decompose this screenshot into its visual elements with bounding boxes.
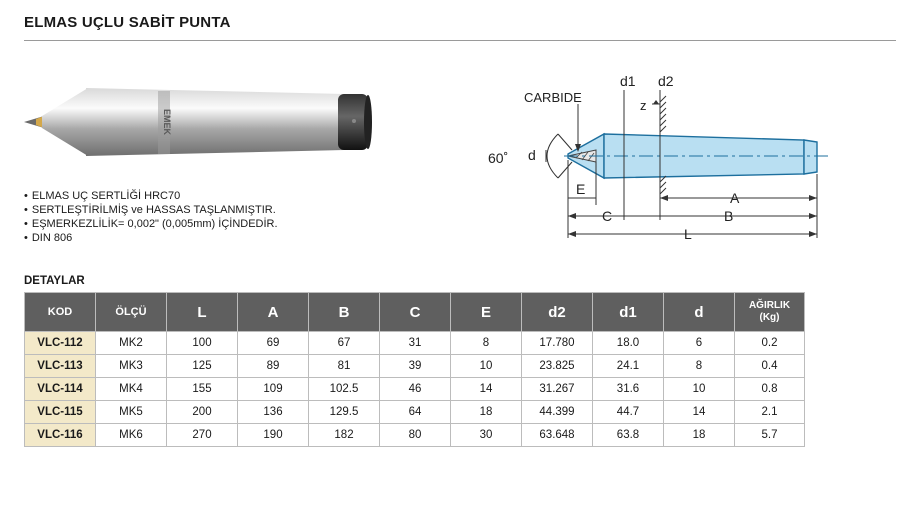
cell-d2: 31.267 bbox=[522, 378, 593, 401]
spec-table bbox=[24, 292, 805, 447]
product-engraving: EMEK bbox=[162, 108, 172, 136]
col-header-d1: d1 bbox=[593, 293, 664, 332]
cell-agirlik: 0.4 bbox=[735, 355, 805, 378]
cell-olcu: MK6 bbox=[96, 424, 167, 447]
table-row bbox=[25, 355, 805, 378]
cell-c: 64 bbox=[380, 401, 451, 424]
col-header-agirlik-label: AĞIRLIK bbox=[748, 300, 791, 311]
cell-kod: VLC-115 bbox=[25, 401, 96, 424]
page-title: ELMAS UÇLU SABİT PUNTA bbox=[24, 14, 231, 31]
cell-e: 10 bbox=[451, 355, 522, 378]
cell-d2: 44.399 bbox=[522, 401, 593, 424]
cell-e: 18 bbox=[451, 401, 522, 424]
label-angle: 60˚ bbox=[488, 150, 509, 166]
table-row bbox=[25, 424, 805, 447]
cell-kod: VLC-116 bbox=[25, 424, 96, 447]
cell-c: 31 bbox=[380, 332, 451, 355]
col-header-a: A bbox=[238, 293, 309, 332]
table-header-row bbox=[25, 293, 805, 332]
cell-agirlik: 0.8 bbox=[735, 378, 805, 401]
cell-l: 100 bbox=[167, 332, 238, 355]
label-e: E bbox=[576, 181, 586, 197]
cell-a: 109 bbox=[238, 378, 309, 401]
cell-a: 89 bbox=[238, 355, 309, 378]
cell-d1: 18.0 bbox=[593, 332, 664, 355]
cell-d1: 44.7 bbox=[593, 401, 664, 424]
table-row bbox=[25, 378, 805, 401]
cell-c: 39 bbox=[380, 355, 451, 378]
col-header-e: E bbox=[451, 293, 522, 332]
cell-kod: VLC-112 bbox=[25, 332, 96, 355]
label-c: C bbox=[602, 208, 613, 224]
col-header-agirlik bbox=[735, 293, 805, 332]
col-header-l: L bbox=[167, 293, 238, 332]
cell-olcu: MK3 bbox=[96, 355, 167, 378]
title-divider bbox=[24, 40, 896, 41]
cell-e: 8 bbox=[451, 332, 522, 355]
cell-kod: VLC-113 bbox=[25, 355, 96, 378]
cell-d1: 63.8 bbox=[593, 424, 664, 447]
feature-item: • DIN 806 bbox=[24, 231, 278, 245]
cell-c: 80 bbox=[380, 424, 451, 447]
cell-c: 46 bbox=[380, 378, 451, 401]
cell-b: 102.5 bbox=[309, 378, 380, 401]
cell-e: 14 bbox=[451, 378, 522, 401]
cell-b: 182 bbox=[309, 424, 380, 447]
col-header-c: C bbox=[380, 293, 451, 332]
cell-d: 8 bbox=[664, 355, 735, 378]
cell-agirlik: 2.1 bbox=[735, 401, 805, 424]
label-z: z bbox=[640, 98, 647, 113]
cell-e: 30 bbox=[451, 424, 522, 447]
cell-agirlik: 0.2 bbox=[735, 332, 805, 355]
technical-drawing bbox=[484, 70, 844, 250]
feature-item: • ELMAS UÇ SERTLİĞİ HRC70 bbox=[24, 189, 278, 203]
col-header-b: B bbox=[309, 293, 380, 332]
col-header-d2: d2 bbox=[522, 293, 593, 332]
cell-d: 6 bbox=[664, 332, 735, 355]
cell-d1: 31.6 bbox=[593, 378, 664, 401]
feature-item: • SERTLEŞTİRİLMİŞ ve HASSAS TAŞLANMIŞTIR. bbox=[24, 203, 278, 217]
cell-olcu: MK4 bbox=[96, 378, 167, 401]
cell-d2: 63.648 bbox=[522, 424, 593, 447]
col-header-agirlik-unit: (Kg) bbox=[759, 312, 780, 323]
label-b: B bbox=[724, 208, 734, 224]
label-d: d bbox=[528, 147, 536, 163]
feature-list bbox=[24, 189, 278, 245]
cell-b: 129.5 bbox=[309, 401, 380, 424]
label-d2: d2 bbox=[658, 73, 674, 89]
cell-l: 200 bbox=[167, 401, 238, 424]
cell-l: 155 bbox=[167, 378, 238, 401]
cell-olcu: MK5 bbox=[96, 401, 167, 424]
cell-l: 125 bbox=[167, 355, 238, 378]
cell-d2: 23.825 bbox=[522, 355, 593, 378]
cell-a: 136 bbox=[238, 401, 309, 424]
cell-d: 18 bbox=[664, 424, 735, 447]
col-header-kod: KOD bbox=[25, 293, 96, 332]
cell-olcu: MK2 bbox=[96, 332, 167, 355]
cell-a: 190 bbox=[238, 424, 309, 447]
label-l: L bbox=[684, 226, 692, 242]
label-carbide: CARBIDE bbox=[524, 90, 582, 105]
cell-d2: 17.780 bbox=[522, 332, 593, 355]
cell-d: 10 bbox=[664, 378, 735, 401]
col-header-olcu: ÖLÇÜ bbox=[96, 293, 167, 332]
cell-l: 270 bbox=[167, 424, 238, 447]
cell-b: 81 bbox=[309, 355, 380, 378]
cell-a: 69 bbox=[238, 332, 309, 355]
feature-item: • EŞMERKEZLİLİK= 0,002" (0,005mm) İÇİNDEDİR. bbox=[24, 217, 278, 231]
table-row bbox=[25, 332, 805, 355]
label-a: A bbox=[730, 190, 740, 206]
details-title: DETAYLAR bbox=[24, 275, 85, 287]
cell-b: 67 bbox=[309, 332, 380, 355]
table-row bbox=[25, 401, 805, 424]
product-image bbox=[22, 80, 378, 170]
cell-agirlik: 5.7 bbox=[735, 424, 805, 447]
cell-kod: VLC-114 bbox=[25, 378, 96, 401]
label-d1: d1 bbox=[620, 73, 636, 89]
cell-d1: 24.1 bbox=[593, 355, 664, 378]
cell-d: 14 bbox=[664, 401, 735, 424]
col-header-d: d bbox=[664, 293, 735, 332]
